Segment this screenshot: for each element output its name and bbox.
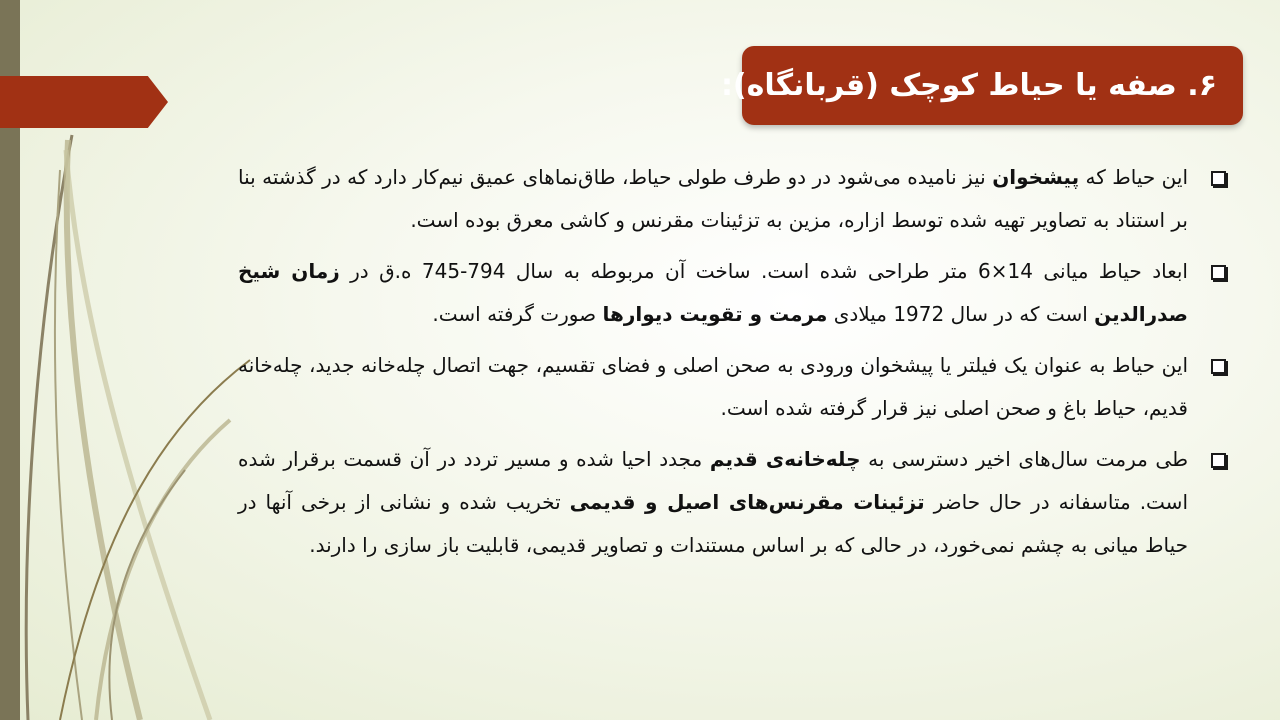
bullet-text: این حیاط که — [1079, 165, 1189, 189]
bullet-bold-text: مرمت و تقویت دیوارها — [602, 302, 828, 326]
bullet-item — [238, 250, 1230, 336]
bullet-text: تخریب شده و نشانی از برخی آنها در حیاط میانی به چشم نمی‌خورد، در حالی که بر اساس مستندات و تصاویر قدیمی، قابلیت باز سازی را دارند. — [238, 490, 1188, 557]
bullet-item — [238, 438, 1230, 567]
bullet-text: این حیاط به عنوان یک فیلتر یا پیشخوان ورودی به صحن اصلی و فضای تقسیم، جهت اتصال چله‌خانه جدید، چله‌خانه قدیم، حیاط باغ و صحن اصلی نیز قرار گرفته شده است. — [238, 353, 1188, 420]
bullet-item — [238, 156, 1230, 242]
hollow-square-bullet-icon — [1211, 453, 1226, 468]
bullet-text: است که در سال 1972 میلادی — [827, 302, 1095, 326]
hollow-square-bullet-icon — [1211, 265, 1226, 280]
bullet-bold-text: زمان شیخ صدرالدین — [238, 259, 1188, 326]
hollow-square-bullet-icon — [1211, 171, 1226, 186]
left-accent-arrow — [0, 76, 168, 128]
bullet-bold-text: پیشخوان — [992, 165, 1080, 189]
bullet-bold-text: چله‌خانه‌ی قدیم — [709, 447, 861, 471]
bullet-bold-text: تزئینات مقرنس‌های اصیل و قدیمی — [569, 490, 925, 514]
title-box — [720, 46, 1243, 125]
bullet-list — [238, 156, 1230, 575]
bullet-text: ابعاد حیاط میانی 14×6 متر طراحی شده است. ساخت آن مربوطه به سال 794-745 ه.ق در — [339, 259, 1188, 283]
bullet-text: مجدد احیا شده و مسیر تردد در آن قسمت برقرار شده است. متاسفانه در حال حاضر — [238, 447, 1188, 514]
hollow-square-bullet-icon — [1211, 359, 1226, 374]
bullet-text: طی مرمت سال‌های اخیر دسترسی به — [860, 447, 1189, 471]
bullet-item — [238, 344, 1230, 430]
bullet-text: صورت گرفته است. — [432, 302, 603, 326]
bullet-text: نیز نامیده می‌شود در دو طرف طولی حیاط، طاق‌نماهای عمیق نیم‌کار دارد که در گذشته بنا بر استناد به تصاویر تهیه شده توسط ازاره، مزین به تزئینات مقرنس و کاشی معرق بوده است. — [238, 165, 1188, 232]
slide-title: ۶. صفه یا حیاط کوچک (قربانگاه): — [720, 68, 1217, 103]
